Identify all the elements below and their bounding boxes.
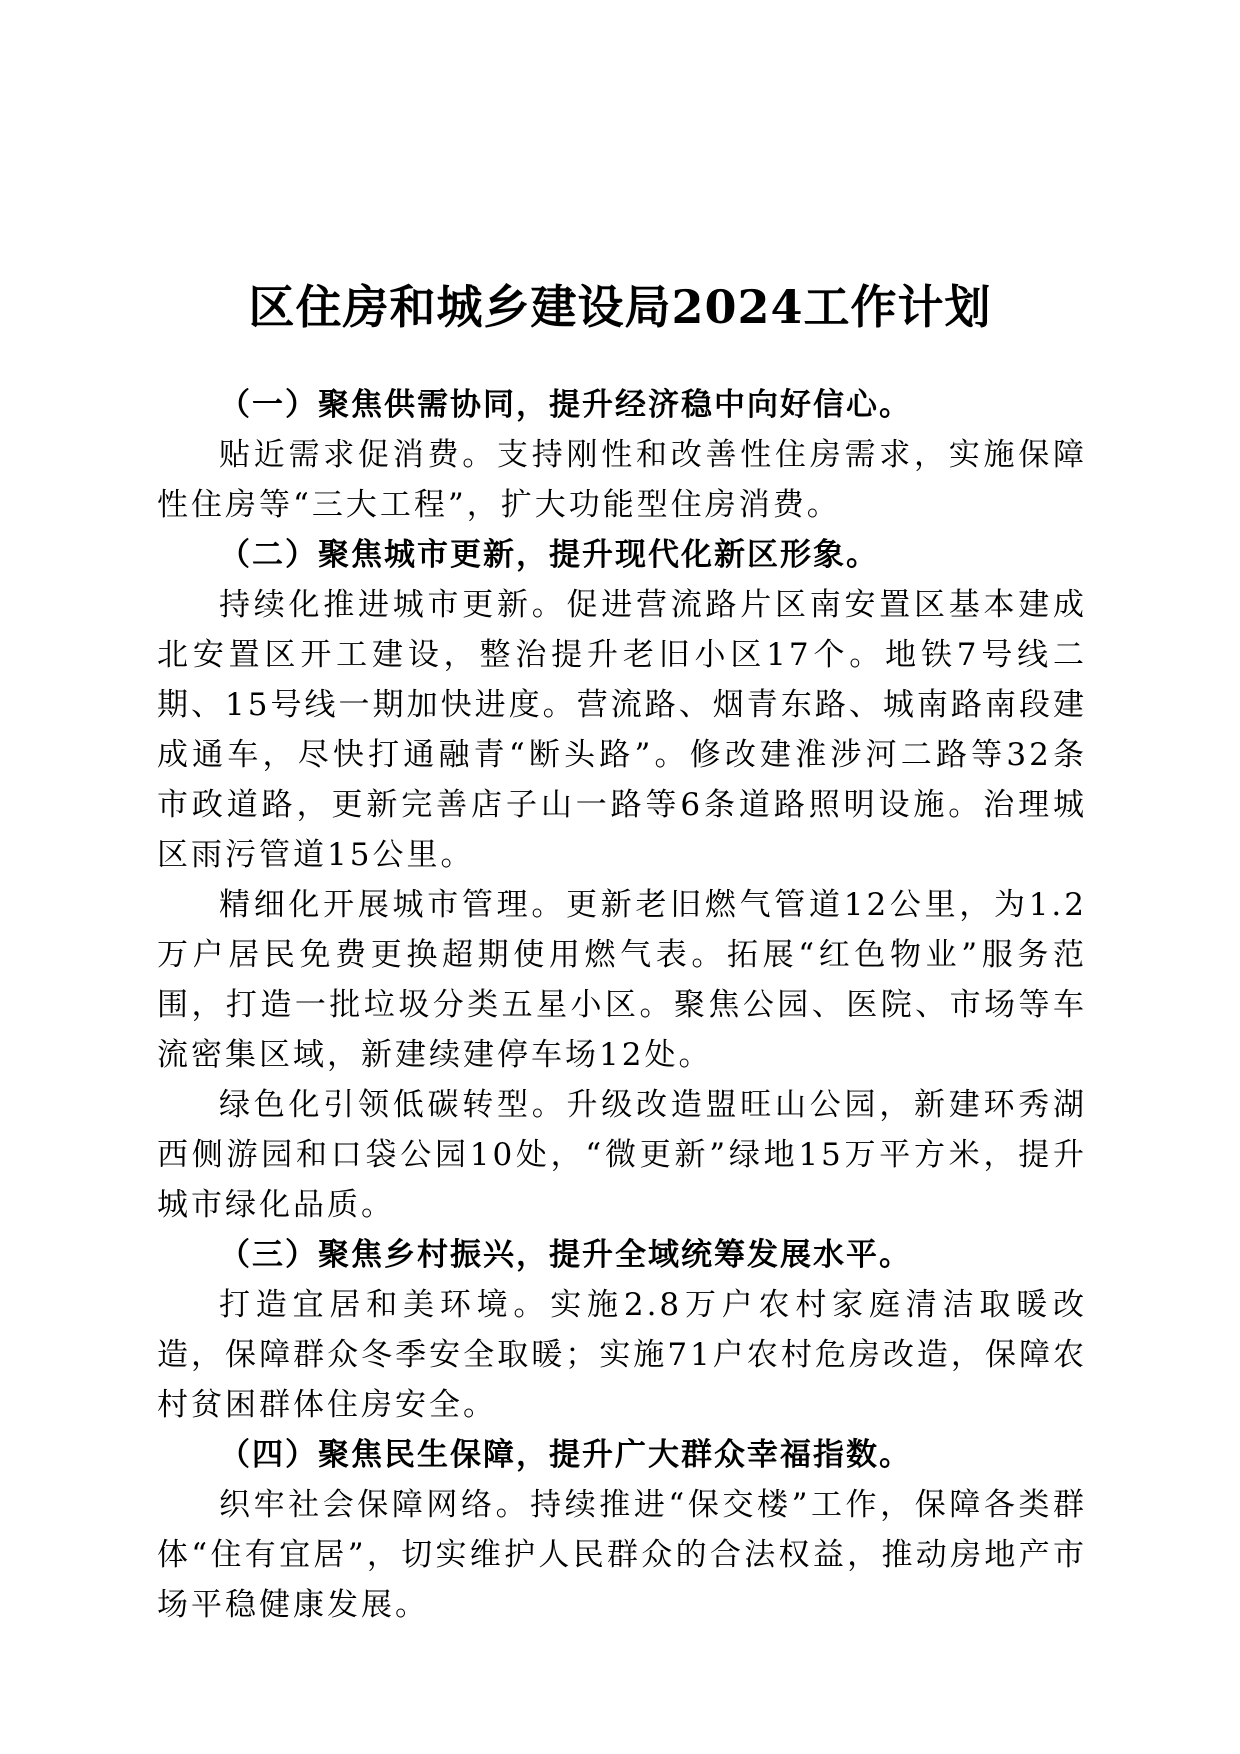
section-heading-4: （四）聚焦民生保障，提升广大群众幸福指数。 — [219, 1437, 912, 1473]
section-2-paragraph-2: 精细化开展城市管理。更新老旧燃气管道12公里，为1.2万户居民免费更换超期使用燃气表。拓展“红色物业”服务范围，打造一批垃圾分类五星小区。聚焦公园、医院、市场等车流密集区域，新建续建停车场12处。 — [157, 887, 1087, 1073]
section-1-paragraph-1: 贴近需求促消费。支持刚性和改善性住房需求，实施保障性住房等“三大工程”，扩大功能型住房消费。 — [157, 437, 1087, 523]
section-2-paragraph-3: 绿色化引领低碳转型。升级改造盟旺山公园，新建环秀湖西侧游园和口袋公园10处，“微更新”绿地15万平方米，提升城市绿化品质。 — [157, 1087, 1087, 1223]
section-heading-1: （一）聚焦供需协同，提升经济稳中向好信心。 — [219, 387, 912, 423]
section-3-paragraph-1: 打造宜居和美环境。实施2.8万户农村家庭清洁取暖改造，保障群众冬季安全取暖；实施71户农村危房改造，保障农村贫困群体住房安全。 — [157, 1287, 1087, 1423]
section-heading-2: （二）聚焦城市更新，提升现代化新区形象。 — [219, 537, 879, 573]
section-2-paragraph-1: 持续化推进城市更新。促进营流路片区南安置区基本建成北安置区开工建设，整治提升老旧小区17个。地铁7号线二期、15号线一期加快进度。营流路、烟青东路、城南路南段建成通车，尽快打通融青“断头路”。修改建淮涉河二路等32条市政道路，更新完善店子山一路等6条道路照明设施。治理城区雨污管道15公里。 — [157, 587, 1087, 873]
document-body — [157, 380, 1087, 1630]
section-4-paragraph-1: 织牢社会保障网络。持续推进“保交楼”工作，保障各类群体“住有宜居”，切实维护人民群众的合法权益，推动房地产市场平稳健康发展。 — [157, 1487, 1087, 1623]
section-heading-3: （三）聚焦乡村振兴，提升全域统筹发展水平。 — [219, 1237, 912, 1273]
document-title: 区住房和城乡建设局2024工作计划 — [248, 279, 992, 334]
